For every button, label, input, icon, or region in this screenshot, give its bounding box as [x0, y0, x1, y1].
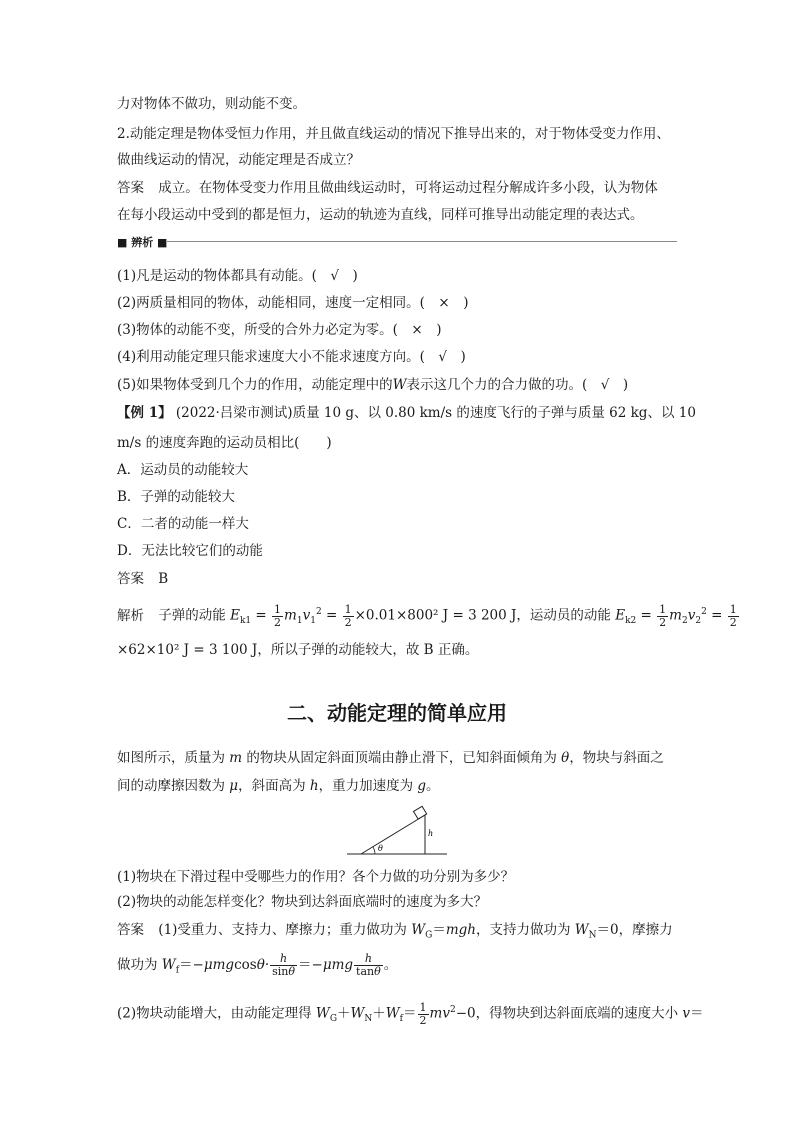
question-2-line-1: 2.动能定理是物体受恒力作用，并且做直线运动的情况下推导出来的，对于物体受变力作用、 [117, 126, 670, 142]
jiexi-line-1: 解析 子弹的动能 $E_{k1}$ = $\frac{1}{2}$ $m_1v_1^2$ = $\frac{1}{2}$ ×0.01×800² J = 3 200 J，运动员的动能 $E_{k2}$ = $\frac{1}{2}$ $m_2v_2^2$ = $\frac{1}{2}$ [117, 602, 737, 629]
bianxi-item-5 [117, 375, 628, 395]
jiexi-label: 解析 [117, 607, 144, 624]
option-d: D．无法比较它们的动能 [117, 543, 263, 559]
option-a: A．运动员的动能较大 [117, 462, 249, 478]
answer-text: ，得物块到达斜面底端的速度大小 [475, 1005, 679, 1022]
answer-text: ，摩擦力 [618, 922, 673, 938]
bianxi-item-5-b: 表示这几个力的合力做的功。( √ ) [406, 377, 629, 393]
problem-text: ，斜面高为 [238, 778, 306, 794]
answer-line-1 [117, 178, 658, 198]
problem-text: 。 [426, 778, 440, 794]
theta-label: θ [378, 844, 383, 853]
bianxi-divider [117, 234, 677, 250]
answer-label: 答案 [117, 180, 144, 196]
example-tag: 【例 1】 [117, 405, 172, 421]
answer-1-line-1: 答案 (1)受重力、支持力、摩擦力；重力做功为 $W_G=mgh$，支持力做功为 $W_N=0$，摩擦力 [117, 922, 673, 941]
example-text: (2022·吕梁市测试)质量 10 g、以 0.80 km/s 的速度飞行的子弹与质量 62 kg、以 10 [175, 405, 696, 421]
divider-line [167, 241, 677, 242]
option-c: C．二者的动能一样大 [117, 516, 249, 532]
answer-label: 答案 [117, 922, 144, 938]
bianxi-item-2: (2)两质量相同的物体，动能相同，速度一定相同。( × ) [117, 295, 469, 311]
problem-line-1: 如图所示，质量为 m 的物块从固定斜面顶端由静止滑下，已知斜面倾角为 θ，物块与斜面之 [117, 750, 664, 766]
incline-diagram [347, 798, 447, 860]
answer-text: ，支持力做功为 [475, 922, 571, 938]
subquestion-1: (1)物块在下滑过程中受哪些力的作用？各个力做的功分别为多少？ [117, 869, 515, 885]
answer-1-line-2: 做功为 $W_f=-\mu mgcos\theta\cdot$ $\frac{h}{\sin\theta}$ ＝−μmg $\frac{h}{\tan\theta}$ 。 [117, 952, 398, 978]
problem-text: ，重力加速度为 [318, 778, 414, 794]
height-label: h [428, 829, 434, 838]
answer-line-2: 在每小段运动中受到的都是恒力，运动的轨迹为直线，同样可推导出动能定理的表达式。 [117, 207, 644, 223]
problem-text: ，物块与斜面之 [569, 750, 664, 766]
incline-surface [361, 815, 425, 854]
subquestion-2: (2)物块的动能怎样变化？物块到达斜面底端时的速度为多大？ [117, 894, 488, 910]
example-line-1 [117, 403, 696, 423]
answer-text: (2)物块动能增大，由动能定理得 [117, 1005, 312, 1022]
problem-text: 如图所示，质量为 [117, 750, 225, 766]
question-2-line-2: 做曲线运动的情况，动能定理是否成立？ [117, 152, 360, 168]
jiexi-line-2: ×62×10² J = 3 100 J，所以子弹的动能较大，故 B 正确。 [117, 642, 479, 658]
bianxi-item-4: (4)利用动能定理只能求速度大小不能求速度方向。( √ ) [117, 349, 466, 365]
bianxi-item-5-a: (5)如果物体受到几个力的作用，动能定理中的 [117, 377, 393, 393]
problem-text: 的物块从固定斜面顶端由静止滑下，已知斜面倾角为 [246, 750, 557, 766]
bianxi-item-1: (1)凡是运动的物体都具有动能。( √ ) [117, 268, 358, 284]
work-variable: W [392, 377, 407, 393]
intro-line: 力对物体不做功，则动能不变。 [117, 96, 306, 112]
problem-text: 间的动摩擦因数为 [117, 778, 225, 794]
example-answer [117, 569, 168, 589]
answer-text: 做功为 [117, 957, 158, 973]
section-title: 二、动能定理的简单应用 [287, 701, 507, 725]
jiexi-text-a: 子弹的动能 [158, 607, 226, 624]
answer-text: (1)受重力、支持力、摩擦力；重力做功为 [158, 922, 407, 938]
example-line-2: m/s 的速度奔跑的运动员相比( ) [117, 435, 332, 451]
answer-2-line-1: (2)物块动能增大，由动能定理得 $W_G+W_N+W_f=$ $\frac{1}{2}$ $mv^2-0$，得物块到达斜面底端的速度大小 v＝ [117, 1000, 704, 1027]
bianxi-item-3: (3)物体的动能不变，所受的合外力必定为零。( × ) [117, 322, 442, 338]
answer-label: 答案 [117, 571, 144, 587]
problem-line-2: 间的动摩擦因数为 μ，斜面高为 h，重力加速度为 g。 [117, 778, 440, 794]
jiexi-text-b: ×0.01×800² J = 3 200 J，运动员的动能 [354, 607, 611, 624]
answer-value: B [158, 571, 169, 587]
answer-text: 成立。在物体受变力作用且做曲线运动时，可将运动过程分解成许多小段，认为物体 [158, 180, 658, 196]
bianxi-label: ■ 辨析 ■ [117, 236, 168, 249]
angle-arc [373, 847, 375, 854]
option-b: B．子弹的动能较大 [117, 489, 235, 505]
